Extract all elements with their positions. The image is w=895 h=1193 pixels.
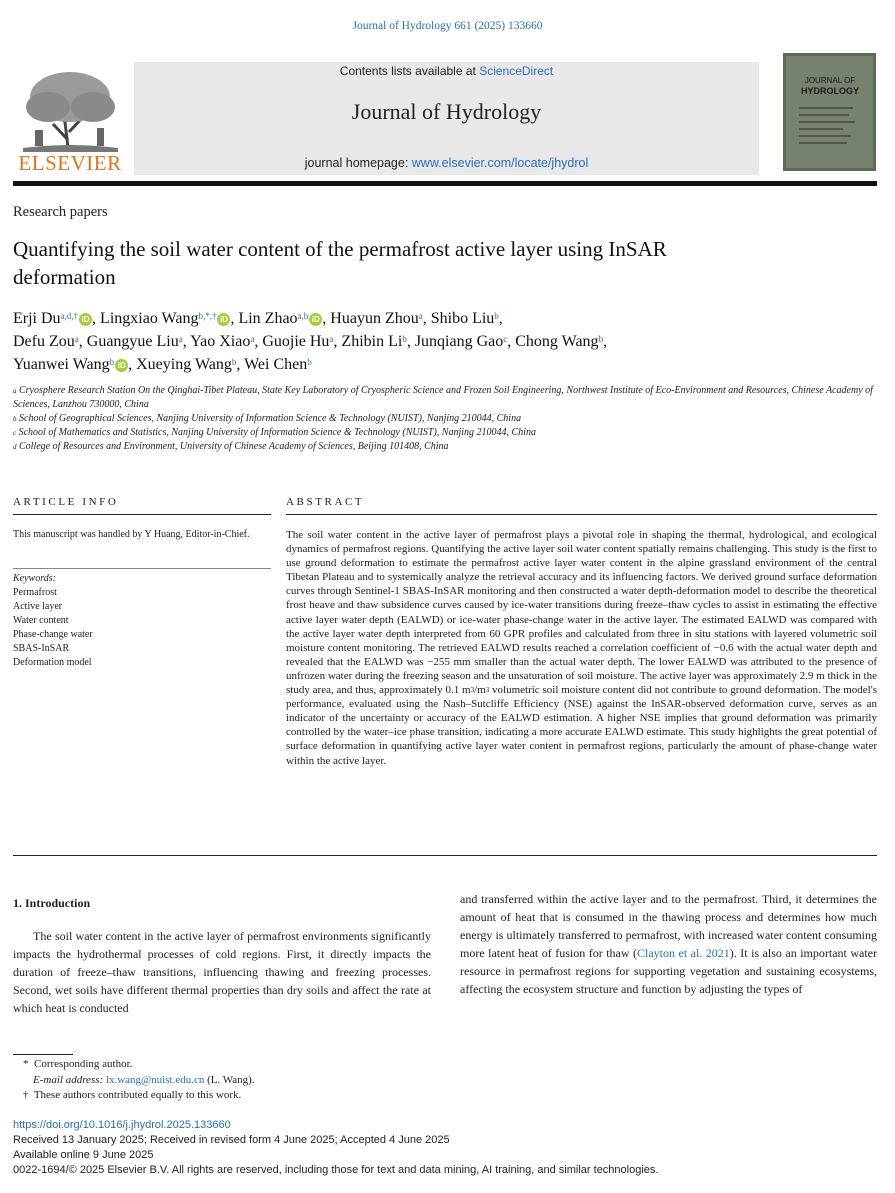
keywords-label: Keywords: — [13, 573, 56, 584]
keyword: Permafrost — [13, 587, 57, 598]
author-affiliation-marker[interactable]: a — [418, 311, 423, 321]
elsevier-tree-logo — [13, 62, 128, 175]
author-list: Erji $Du^{a,d,\dagger}$ iD , Lingxiao Wang$^{b,*,\dagger}$ iD , Lin Zhao$^{a,b}$ iD , Huayun Zhou$^a$, Shibo Liu$^b$, Defu Zou$^a$, Guangyue Liu$^a$, Yao Xiao$^a$, Guojie Hu$^a$, Zhibin Li$^b$, Junqiang Gao$^c$, Chong Wang$^b$, Yuanwei Wang$^b$ iD , Xueying Wang$^b$, Wei Chen$^b$ — [13, 310, 608, 373]
orcid-icon[interactable]: iD — [309, 313, 322, 326]
keywords-rule — [13, 568, 271, 569]
footnote-text: Corresponding author. — [34, 1058, 133, 1070]
affiliation — [13, 384, 873, 412]
footnote-rule — [13, 1054, 73, 1055]
author-affiliation-marker[interactable]: a — [178, 334, 183, 344]
author[interactable] — [244, 356, 312, 373]
abstract-bottom-rule — [13, 855, 877, 856]
author-affiliation-marker[interactable]: b,*,† — [198, 311, 217, 321]
intro-left-column: The soil water content in the active layer of permafrost environments significantly impacts the hydrothermal processes of cold regions. First, it directly impacts the duration of freeze–thaw transitions, influencing thawing and freezing processes. Second, wet soils have different thermal properties than dry soils and affect the rate at which heat is conducted — [13, 929, 431, 1015]
footnote-equal — [13, 1088, 255, 1104]
affiliation-key: a — [13, 387, 17, 395]
homepage-line — [134, 156, 759, 170]
cover-title-2: HYDROLOGY — [800, 86, 860, 96]
orcid-icon[interactable]: iD — [217, 313, 230, 326]
handled-by-note: This manuscript was handled by Y Huang, Editor-in-Chief. — [13, 529, 250, 540]
keyword: Active layer — [13, 601, 63, 612]
affiliation-key: c — [13, 429, 17, 437]
abstract-part-1: The soil water content in the active layer of permafrost plays a pivotal role in shaping the thermal, hydrological, and ecological dynamics of permafrost regions. Quantifying the active layer soil water content spatially remains challenging. This study is the first to use ground deformation to estimate the permafrost active layer water content in the alpine grassland environment of the central Tibetan Plateau and to systemically analyze the retrieval accuracy and its influencing factors. We derived ground surface deformation curves through Sentinel-1 SBAS-InSAR monitoring and then constructed a water depth-deformation model to describe the theoretical frost heave and thaw subsidence curves caused by ice-water transitions during freeze–thaw cycles to assist in estimating the effective active layer water depth (EALWD) or ice-water phase-change water in the active layer. The estimated EALWD was compared with the active layer water depth interpreted from 60 GPR profiles and calculated from three in situ stations with layered volumetric soil moisture content monitoring. The retrieved EALWD results reached a correlation coefficient of −0.6 with the actual water depth and revealed that the EALWD was −255 mm smaller than the actual water depth. The lower EALWD was attributed to the presence of unfrozen water during the freezing season and the unsaturation of soil moisture. The active layer was approximately 2.9 m thick in the study area, and thus, approximately 0.1 m — [286, 529, 877, 697]
author-name[interactable]: Junqiang Gao — [414, 333, 504, 350]
abstract-text — [286, 528, 877, 768]
journal-name: Journal of Hydrology — [351, 99, 542, 124]
journal-cover[interactable] — [783, 53, 876, 171]
author[interactable] — [13, 310, 92, 327]
author[interactable] — [431, 310, 499, 327]
copyright: 0022-1694/© 2025 Elsevier B.V. All rights are reserved, including those for text and data mining, AI training, and similar technologies. — [13, 1164, 659, 1176]
author-name[interactable]: Chong Wang — [515, 333, 599, 350]
elsevier-wordmark: ELSEVIER — [18, 151, 122, 175]
author-name[interactable]: Shibo Liu — [430, 310, 495, 327]
article-info-heading: ARTICLE INFO — [13, 496, 119, 508]
keyword: Deformation model — [13, 657, 92, 668]
article-info-rule — [13, 514, 271, 515]
affiliation-text: School of Mathematics and Statistics, Nanjing University of Information Science & Technology (NUIST), Nanjing 210044, China — [18, 427, 536, 438]
citation-link[interactable]: Clayton et al. 2021 — [637, 946, 730, 960]
publication-info — [13, 1118, 658, 1178]
author-affiliation-marker[interactable]: a,d,† — [60, 311, 79, 321]
contents-prefix: Contents lists available at — [339, 64, 480, 78]
author[interactable] — [415, 333, 507, 350]
author[interactable] — [341, 333, 406, 350]
author-affiliation-marker[interactable]: a — [329, 334, 334, 344]
author-affiliation-marker[interactable]: b — [494, 311, 499, 321]
author[interactable] — [262, 333, 333, 350]
footnote-mark: * — [23, 1058, 29, 1070]
journal-citation[interactable]: Journal of Hydrology 661 (2025) 133660 — [352, 20, 543, 32]
abstract-rule — [286, 514, 877, 515]
header-rule — [13, 181, 877, 186]
introduction-heading: 1. Introduction — [13, 896, 91, 910]
author-name[interactable]: Guojie Hu — [262, 333, 330, 350]
email-link[interactable]: lx.wang@nuist.edu.cn — [105, 1073, 205, 1086]
author-name[interactable]: Zhibin Li — [341, 333, 403, 350]
unit-sup-1: 3 — [470, 686, 475, 695]
email-label: E-mail address: — [33, 1073, 104, 1086]
affiliation — [13, 426, 873, 440]
author-name[interactable]: Erji Du — [13, 310, 61, 327]
footnotes — [13, 1057, 255, 1104]
affiliation-key: b — [13, 415, 17, 423]
affiliation — [13, 440, 873, 454]
orcid-icon[interactable]: iD — [79, 313, 92, 326]
author-affiliation-marker[interactable]: b — [231, 357, 237, 367]
author-name[interactable]: Yao Xiao — [190, 333, 251, 350]
intro-right-part-2: ). It is also an important water resource in permafrost regions for supporting vegetation and sustaining ecosystems, affecting the ecosystem structure and function by adjusting the types of — [460, 946, 878, 996]
author-affiliation-marker[interactable]: a,b — [297, 311, 309, 321]
keywords-block — [13, 572, 271, 670]
homepage-prefix: journal homepage: — [304, 156, 412, 170]
author-affiliation-marker[interactable]: c — [503, 334, 508, 344]
cover-title-1: JOURNAL OF — [804, 76, 856, 85]
sciencedirect-link[interactable]: ScienceDirect — [479, 64, 554, 78]
author-affiliation-marker[interactable]: b — [598, 334, 604, 344]
author-affiliation-marker[interactable]: b — [307, 357, 312, 367]
received-dates: Received 13 January 2025; Received in revised form 4 June 2025; Accepted 4 June 2025 — [13, 1134, 450, 1146]
online-date: Available online 9 June 2025 — [13, 1149, 154, 1161]
abstract-heading: ABSTRACT — [286, 496, 365, 508]
author[interactable] — [136, 356, 236, 373]
unit-mid: /m — [474, 684, 486, 697]
contents-line — [134, 64, 759, 78]
article-title: Quantifying the soil water content of the permafrost active layer using InSAR deformation — [13, 237, 667, 289]
author[interactable] — [515, 333, 603, 350]
orcid-icon[interactable]: iD — [115, 359, 128, 372]
homepage-link[interactable]: www.elsevier.com/locate/jhydrol — [411, 156, 589, 170]
footnote-email — [13, 1073, 255, 1089]
author[interactable] — [87, 333, 183, 350]
keyword: Phase-change water — [13, 629, 93, 640]
author-name[interactable]: Xueying Wang — [136, 356, 232, 373]
author-affiliation-marker[interactable]: a — [74, 334, 79, 344]
author-affiliation-marker[interactable]: a — [250, 334, 255, 344]
author-name[interactable]: Lingxiao Wang — [100, 310, 199, 327]
author-name[interactable]: Huayun Zhou — [330, 310, 419, 327]
intro-right-column — [460, 890, 877, 998]
affiliation — [13, 412, 873, 426]
footnote-text: These authors contributed equally to this work. — [33, 1089, 242, 1101]
email-suffix: (L. Wang). — [204, 1073, 255, 1086]
affiliation-list — [13, 384, 873, 454]
doi-link[interactable]: https://doi.org/10.1016/j.jhydrol.2025.133660 — [13, 1119, 231, 1131]
section-type: Research papers — [13, 204, 108, 220]
author-name[interactable]: Yuanwei Wang — [13, 356, 110, 373]
author-name[interactable]: Guangyue Liu — [86, 333, 179, 350]
author-affiliation-marker[interactable]: b — [402, 334, 407, 344]
author-affiliation-marker[interactable]: b — [109, 357, 115, 367]
author[interactable] — [190, 333, 254, 350]
keyword: SBAS-InSAR — [13, 643, 70, 654]
affiliation-key: d — [13, 443, 17, 451]
footnote-corresponding — [13, 1057, 255, 1073]
author-name[interactable]: Lin Zhao — [238, 310, 298, 327]
author-name[interactable]: Defu Zou — [13, 333, 75, 350]
abstract-part-2: volumetric soil moisture content did not contribute to ground deformation. The model's performance, evaluated using the Nash–Sutcliffe Efficiency (NSE) against the InSAR-observed deformation curve, serves as an indicator of the uncertainty or accuracy of the EALWD estimation. A higher NSE implies that ground deformation was primarily controlled by the water–ice phase transition, indicating a more accurate EALWD estimate. This study highlights the great potential of surface deformation in quantifying active layer water content in permafrost regions, particularly the amount of phase-change water within the active layer. — [286, 684, 877, 767]
intro-right-part-1: and transferred within the active layer and to the permafrost. Third, it determines the amount of heat that is consumed in the thawing process and determines how much energy is ultimately transferred to permafrost, with increased water content consuming more latent heat of fusion for thaw ( — [460, 892, 877, 960]
author[interactable] — [13, 356, 128, 373]
author[interactable] — [100, 310, 230, 327]
affiliation-text: Cryosphere Research Station On the Qinghai-Tibet Plateau, State Key Laboratory of Cryospheric Science and Frozen Soil Engineering, Northwest Institute of Eco-Environment and Resources, Chinese Academy of Sciences, Lanzhou 730000, China — [13, 385, 873, 410]
keyword: Water content — [13, 615, 69, 626]
affiliation-text: School of Geographical Sciences, Nanjing University of Information Science & Technology (NUIST), Nanjing 210044, China — [19, 413, 522, 424]
affiliation-text: College of Resources and Environment, University of Chinese Academy of Sciences, Beijing 101408, China — [19, 441, 449, 452]
author-name[interactable]: Wei Chen — [244, 356, 308, 373]
footnote-mark: † — [23, 1089, 29, 1101]
author[interactable] — [238, 310, 322, 327]
author[interactable] — [13, 333, 79, 350]
unit-sup-2: 3 — [485, 686, 490, 695]
author[interactable] — [330, 310, 422, 327]
